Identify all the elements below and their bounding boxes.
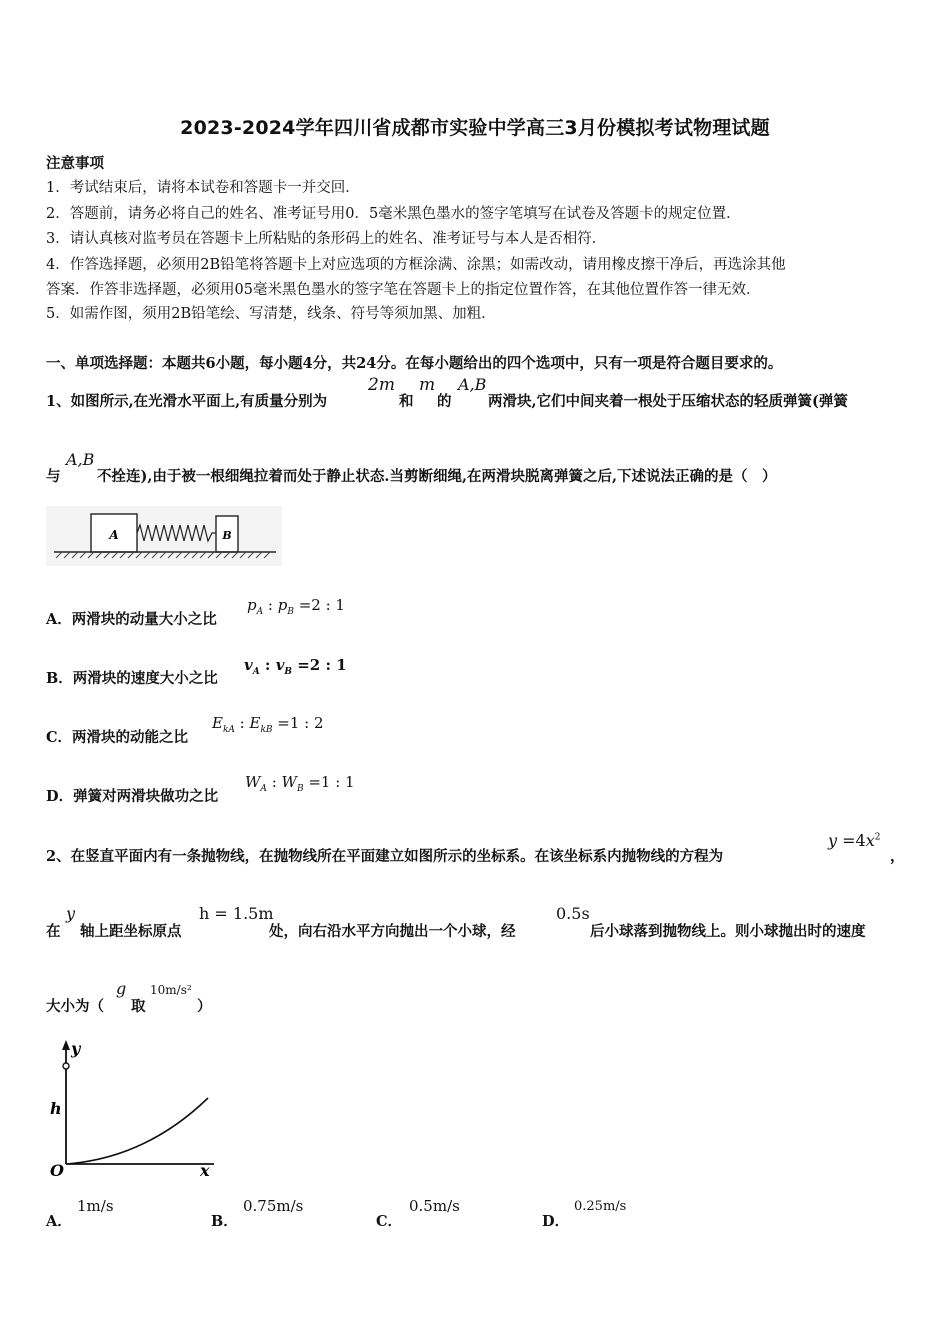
page-title: 2023-2024学年四川省成都市实验中学高三3月份模拟考试物理试题	[180, 117, 770, 139]
q2-option-b-letter[interactable]: B．	[211, 1213, 238, 1230]
q1-mass-2m: 2m	[368, 375, 395, 395]
q1-line2-a: 与	[46, 468, 61, 485]
parabola-curve	[66, 1098, 208, 1164]
origin-label: O	[50, 1161, 64, 1180]
x-axis-label: x	[200, 1161, 210, 1180]
q1-of: 的	[437, 393, 452, 410]
q2-line1: 2、在竖直平面内有一条抛物线，在抛物线所在平面建立如图所示的坐标系。在该坐标系内抛物线的方程为	[46, 848, 724, 865]
option-text: 两滑块的速度大小之比	[72, 670, 218, 687]
q1-option-a-formula: $p_A$ : $p_B =2$ : 1	[247, 596, 345, 617]
q2-t-value: 0.5s	[556, 904, 590, 923]
q2-option-a-value[interactable]: 1m/s	[77, 1197, 114, 1215]
q2-line3-c: ）	[197, 998, 212, 1015]
h-label: h	[50, 1099, 62, 1118]
q2-h-value: h = 1.5m	[199, 904, 274, 923]
option-letter: A．	[46, 611, 72, 628]
notice-item: 4．作答选择题，必须用2B铅笔将答题卡上对应选项的方框涂满、涂黑；如需改动，请用橡皮擦干净后，再选涂其他	[46, 257, 786, 273]
q2-line2-c: 处，向右沿水平方向抛出一个小球，经	[269, 923, 516, 940]
q2-option-c-value[interactable]: 0.5m/s	[409, 1197, 460, 1215]
spring-blocks-figure	[46, 506, 282, 566]
q2-line3-a: 大小为（	[46, 998, 104, 1015]
q1-ab-label: A,B	[458, 375, 487, 394]
q1-line2-b: 不拴连),由于被一根细绳拉着而处于静止状态.当剪断细绳,在两滑块脱离弹簧之后,下述说法正确的是（ ）	[97, 468, 777, 485]
q2-option-d-value[interactable]: 0.25m/s	[574, 1199, 627, 1214]
q2-option-d-letter[interactable]: D．	[542, 1213, 570, 1230]
q1-option-a[interactable]	[46, 608, 217, 629]
parabola-graph	[46, 1036, 226, 1181]
q2-option-a-letter[interactable]: A．	[46, 1213, 72, 1230]
q2-y-symbol: y	[66, 904, 76, 923]
notice-item: 2．答题前，请务必将自己的姓名、准考证号用0．5毫米黑色墨水的签字笔填写在试卷及答题卡的规定位置．	[46, 206, 741, 222]
q2-comma: ，	[890, 848, 905, 865]
option-text: 弹簧对两滑块做功之比	[73, 788, 219, 805]
section-heading: 一、单项选择题：本题共6小题，每小题4分，共24分。在每小题给出的四个选项中，只有一项是符合题目要求的。	[46, 355, 783, 372]
q2-line2-b: 轴上距坐标原点	[80, 923, 182, 940]
q1-line1-a: 1、如图所示,在光滑水平面上,有质量分别为	[46, 393, 328, 410]
q1-ab-label-2: A,B	[66, 450, 95, 469]
q2-option-b-value[interactable]: 0.75m/s	[243, 1197, 304, 1215]
option-text: 两滑块的动能之比	[72, 729, 189, 746]
block-b-label: B	[222, 529, 232, 542]
q1-option-d[interactable]	[46, 785, 218, 806]
launch-point	[63, 1063, 69, 1069]
option-letter: D．	[46, 788, 74, 805]
q1-and: 和	[399, 393, 414, 410]
q1-option-d-formula: $W_A$ : $W_B =1$ : 1	[245, 773, 355, 794]
q1-line1-b: 两滑块,它们中间夹着一根处于压缩状态的轻质弹簧(弹簧	[488, 393, 848, 410]
q1-option-b[interactable]	[46, 667, 218, 688]
notice-item: 5．如需作图，须用2B铅笔绘、写清楚，线条、符号等须加黑、加粗．	[46, 306, 496, 322]
notice-heading: 注意事项	[46, 155, 104, 172]
q2-line3-b: 取	[131, 998, 146, 1015]
q1-option-c[interactable]	[46, 726, 188, 747]
q2-line2-a: 在	[46, 923, 61, 940]
q2-equation: $y =4x^2$	[828, 831, 881, 850]
y-axis-arrow	[62, 1040, 70, 1050]
q2-g-value: 10m/s²	[150, 983, 192, 997]
notice-item: 1．考试结束后，请将本试卷和答题卡一并交回．	[46, 180, 360, 196]
q1-option-c-formula: $E_{kA}$ : $E_{kB} =1$ : 2	[212, 714, 324, 735]
block-a-label: A	[109, 528, 119, 542]
q2-option-c-letter[interactable]: C．	[376, 1213, 403, 1230]
y-axis-label: y	[71, 1039, 81, 1058]
option-text: 两滑块的动量大小之比	[71, 611, 217, 628]
q1-option-b-formula: $v_A$ : $v_B =2$ : 1	[244, 656, 347, 677]
notice-item: 3．请认真核对监考员在答题卡上所粘贴的条形码上的姓名、准考证号与本人是否相符．	[46, 231, 607, 247]
notice-item: 答案．作答非选择题，必须用05毫米黑色墨水的签字笔在答题卡上的指定位置作答，在其他位置作答一律无效．	[46, 282, 761, 298]
option-letter: B．	[46, 670, 73, 687]
q2-line2-d: 后小球落到抛物线上。则小球抛出时的速度	[590, 923, 866, 940]
q2-g-symbol: g	[116, 979, 127, 998]
option-letter: C．	[46, 729, 73, 746]
q1-mass-m: m	[419, 375, 436, 395]
